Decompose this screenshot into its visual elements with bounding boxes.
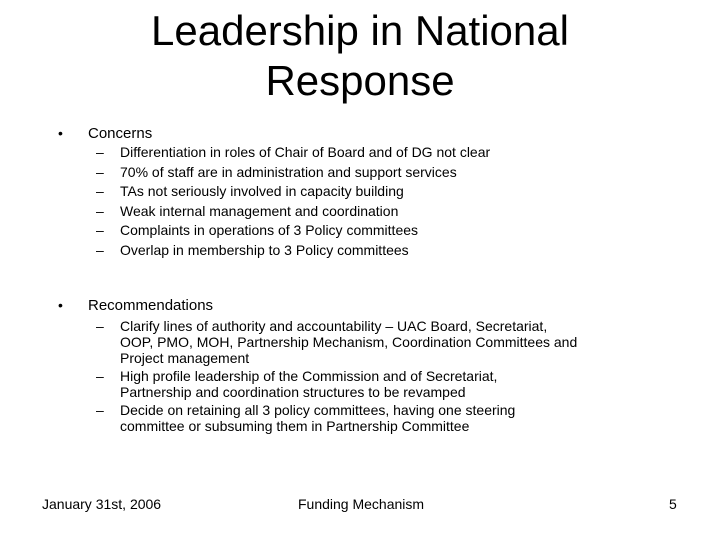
list-item-line: Partnership and coordination structures to be revamped xyxy=(120,384,466,400)
page-number: 5 xyxy=(669,496,677,512)
title-line-2: Response xyxy=(265,57,455,104)
dash-marker: – xyxy=(96,318,104,334)
list-item-line: High profile leadership of the Commission and of Secretariat, xyxy=(120,368,498,384)
dash-marker: – xyxy=(96,241,104,258)
list-item-line: Project management xyxy=(120,350,250,366)
footer-date: January 31st, 2006 xyxy=(42,496,162,512)
list-item-line: OOP, PMO, MOH, Partnership Mechanism, Coordination Committees and xyxy=(120,334,578,350)
dash-marker: – xyxy=(96,144,104,160)
list-item-text: Complaints in operations of 3 Policy committees xyxy=(120,222,419,238)
footer-title: Funding Mechanism xyxy=(298,496,425,512)
list-item-text: Weak internal management and coordination xyxy=(120,202,399,219)
list-item-text: 70% of staff are in administration and support services xyxy=(120,163,457,180)
dash-marker: – xyxy=(96,402,104,418)
list-item-text xyxy=(120,368,700,400)
list-item-text: TAs not seriously involved in capacity building xyxy=(120,183,404,199)
bullet-marker: • xyxy=(58,125,63,141)
list-item-line: Decide on retaining all 3 policy committees, having one steering xyxy=(120,402,516,418)
bullet-marker: • xyxy=(58,297,63,313)
list-item-text: Differentiation in roles of Chair of Board and of DG not clear xyxy=(120,144,491,160)
list-item-text xyxy=(120,318,700,366)
dash-marker: – xyxy=(96,183,104,199)
list-item-text: Overlap in membership to 3 Policy committees xyxy=(120,241,409,258)
dash-marker: – xyxy=(96,202,104,219)
title-line-1: Leadership in National xyxy=(151,7,569,54)
concerns-heading: Concerns xyxy=(88,125,153,142)
dash-marker: – xyxy=(96,368,104,384)
slide-title xyxy=(60,6,660,106)
list-item-line: committee or subsuming them in Partnership Committee xyxy=(120,418,470,434)
dash-marker: – xyxy=(96,222,104,238)
list-item-line: Clarify lines of authority and accountability – UAC Board, Secretariat, xyxy=(120,318,548,334)
recommendations-heading: Recommendations xyxy=(88,297,214,314)
dash-marker: – xyxy=(96,163,104,180)
list-item-text xyxy=(120,402,700,434)
